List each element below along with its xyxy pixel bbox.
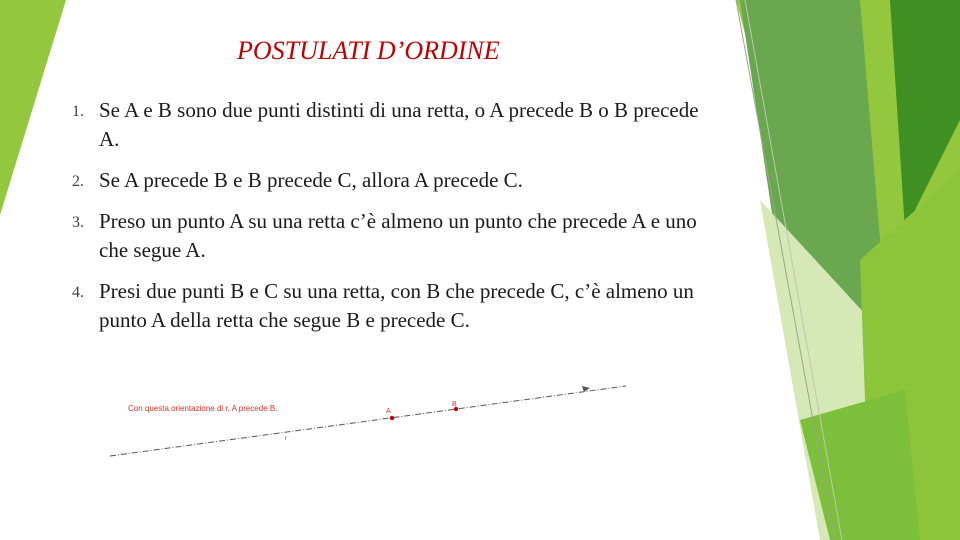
figure-caption: Con questa orientazione di r, A precede B. — [128, 404, 278, 413]
point-a-dot — [390, 416, 394, 420]
item-text: Presi due punti B e C su una retta, con B che precede C, c’è almeno un punto A della retta che segue B e precede C. — [99, 279, 694, 332]
item-number: 4. — [72, 284, 84, 301]
item-text: Se A precede B e B precede C, allora A precede C. — [99, 168, 523, 192]
line-r — [110, 386, 626, 456]
list-item — [72, 96, 722, 154]
postulates-list — [72, 96, 722, 347]
point-a-label: A — [386, 408, 391, 415]
item-number: 1. — [72, 103, 84, 120]
item-number: 2. — [72, 173, 84, 190]
line-r-label: r — [285, 436, 287, 442]
point-b-label: B — [452, 401, 457, 408]
item-number: 3. — [72, 214, 84, 231]
item-text: Se A e B sono due punti distinti di una retta, o A precede B o B precede A. — [99, 98, 699, 151]
left-green-triangle — [0, 0, 66, 215]
oriented-line-figure — [110, 378, 630, 463]
item-text: Preso un punto A su una retta c’è almeno un punto che precede A e uno che segue A. — [99, 209, 697, 262]
list-item — [72, 207, 722, 265]
slide-title: POSTULATI D’ORDINE — [237, 36, 500, 65]
line-arrowhead — [582, 386, 590, 392]
list-item — [72, 277, 722, 335]
list-item — [72, 166, 722, 195]
